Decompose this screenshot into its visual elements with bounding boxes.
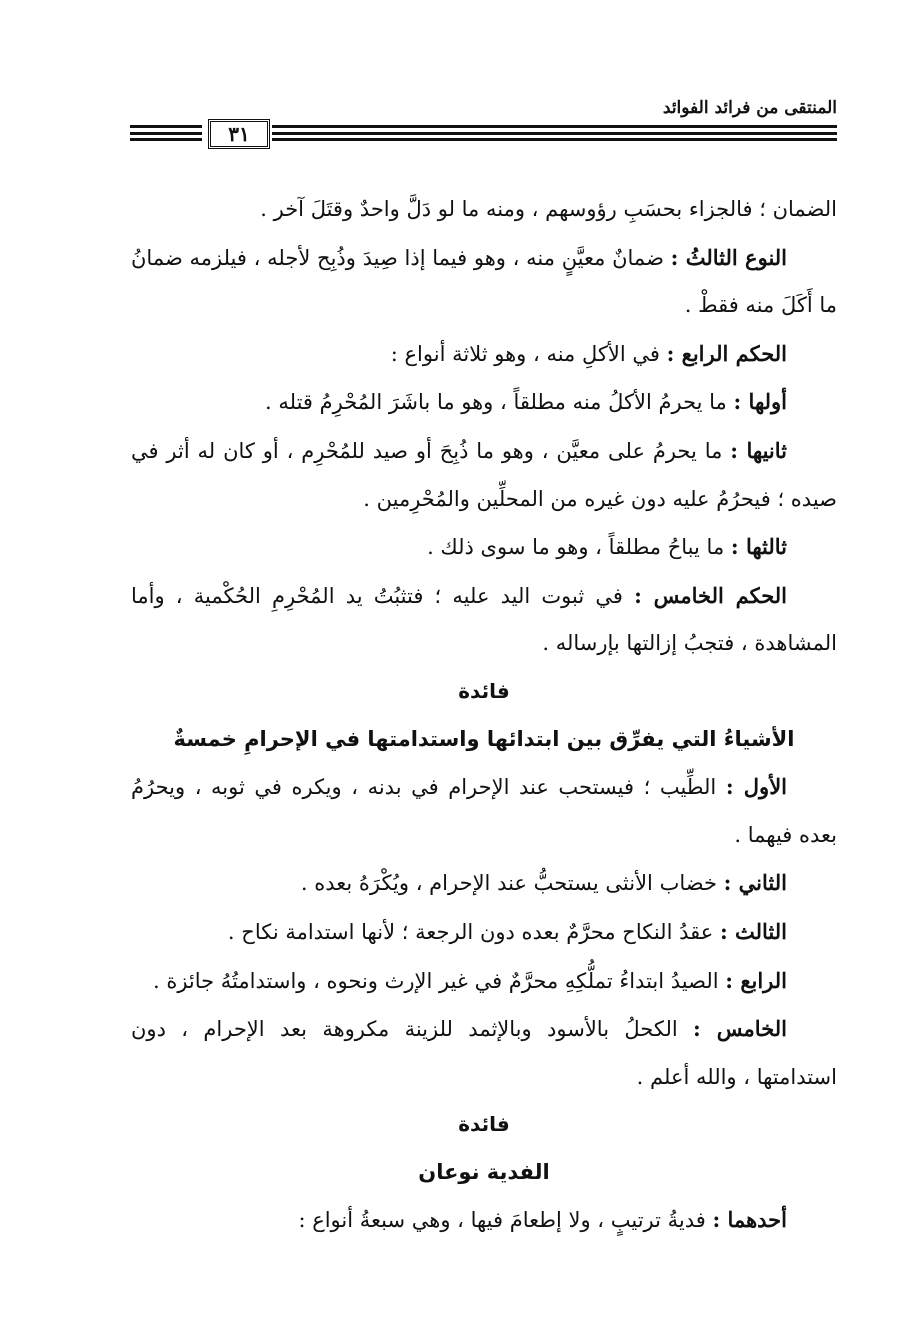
paragraph-second <box>131 427 837 523</box>
paragraph-text: الضمان ؛ فالجزاء بحسَبِ رؤوسهم ، ومنه ما لو دَلَّ واحدٌ وقتَلَ آخر . <box>260 197 837 221</box>
paragraph-item-fourth <box>131 957 837 1006</box>
paragraph-text: خضاب الأنثى يستحبُّ عند الإحرام ، ويُكْرَهُ بعده . <box>300 871 724 896</box>
paragraph-text: في ثبوت اليد عليه ؛ فتثبُتُ يد المُحْرِمِ الحُكْمية ، وأما المشاهدة ، فتجبُ إزالتها بإرساله . <box>131 583 837 656</box>
paragraph-term: ثانيها : <box>730 437 787 463</box>
paragraph-third <box>131 523 837 572</box>
paragraph-term: الحكم الرابع : <box>666 340 787 366</box>
paragraph-text: فديةُ ترتيبٍ ، ولا إطعامَ فيها ، وهي سبعةُ أنواع : <box>298 1208 713 1233</box>
header-rule-left-lines <box>130 125 202 141</box>
paragraph-term: الثالث : <box>719 918 787 944</box>
paragraph-item-fifth <box>131 1005 837 1101</box>
paragraph-text: ما يباحُ مطلقاً ، وهو ما سوى ذلك . <box>427 535 731 560</box>
section-heading-benefit: فائدة <box>458 678 510 703</box>
paragraph-third-type <box>131 234 837 330</box>
paragraph-term: أحدهما : <box>712 1207 787 1233</box>
paragraph-term: الثاني : <box>723 870 787 896</box>
paragraph-term: النوع الثالثُ : <box>670 244 788 270</box>
paragraph-text: الصيدُ ابتداءُ تملُّكِهِ محرَّمٌ في غير الإرث ونحوه ، واستدامتُهُ جائزة . <box>152 968 726 993</box>
paragraph-continuation <box>131 186 837 234</box>
paragraph-text: ما يحرمُ الأكلُ منه مطلقاً ، وهو ما باشَرَ المُحْرِمُ قتله . <box>265 390 734 415</box>
paragraph-term: الخامس : <box>693 1016 787 1042</box>
paragraph-text: الكحلُ بالأسود وبالإثمد للزينة مكروهة بعد الإحرام ، دون استدامتها ، والله أعلم . <box>131 1017 837 1089</box>
paragraph-text: ما يحرمُ على معيَّن ، وهو ما ذُبِحَ أو صيد للمُحْرِم ، أو كان له أثر في صيده ؛ فيحرُمُ عليه دون غيره من المحلِّين والمُحْرِمين . <box>131 438 837 511</box>
paragraph-item-third <box>131 908 837 957</box>
section-heading-benefit-2: فائدة <box>458 1112 510 1137</box>
paragraph-term: ثالثها : <box>730 534 787 560</box>
paragraph-item-first <box>131 763 837 859</box>
paragraph-fifth-ruling <box>131 572 837 668</box>
header-rule <box>130 119 837 147</box>
header-rule-right-lines <box>272 125 837 141</box>
paragraph-item-second <box>131 859 837 908</box>
paragraph-fourth-ruling <box>131 330 837 379</box>
page-number: ٣١ <box>208 119 270 149</box>
paragraph-text: عقدُ النكاح محرَّمٌ بعده دون الرجعة ؛ لأنها استدامة نكاح . <box>227 919 720 944</box>
section-subheading-ransom: الفدية نوعان <box>418 1159 550 1184</box>
paragraph-term: الرابع : <box>725 967 787 993</box>
paragraph-term: الحكم الخامس : <box>634 582 787 608</box>
paragraph-text: ضمانٌ معيَّنٍ منه ، وهو فيما إذا صِيدَ وذُبِح لأجله ، فيلزمه ضمانُ ما أَكَلَ منه فقطْ . <box>131 245 837 318</box>
paragraph-text: الطِّيب ؛ فيستحب عند الإحرام في بدنه ، ويكره في ثوبه ، ويحرُمُ بعده فيهما . <box>131 775 837 847</box>
paragraph-term: أولها : <box>733 389 787 415</box>
paragraph-term: الأول : <box>725 774 788 800</box>
paragraph-first <box>131 378 837 427</box>
page-body <box>131 186 837 1245</box>
paragraph-text: في الأكلِ منه ، وهو ثلاثة أنواع : <box>390 341 667 366</box>
section-subheading: الأشياءُ التي يفرِّق بين ابتدائها واستدامتها في الإحرامِ خمسةٌ <box>173 726 795 751</box>
running-title: المنتقى من فرائد الفوائد <box>662 98 837 118</box>
paragraph-ransom-first <box>131 1196 837 1245</box>
